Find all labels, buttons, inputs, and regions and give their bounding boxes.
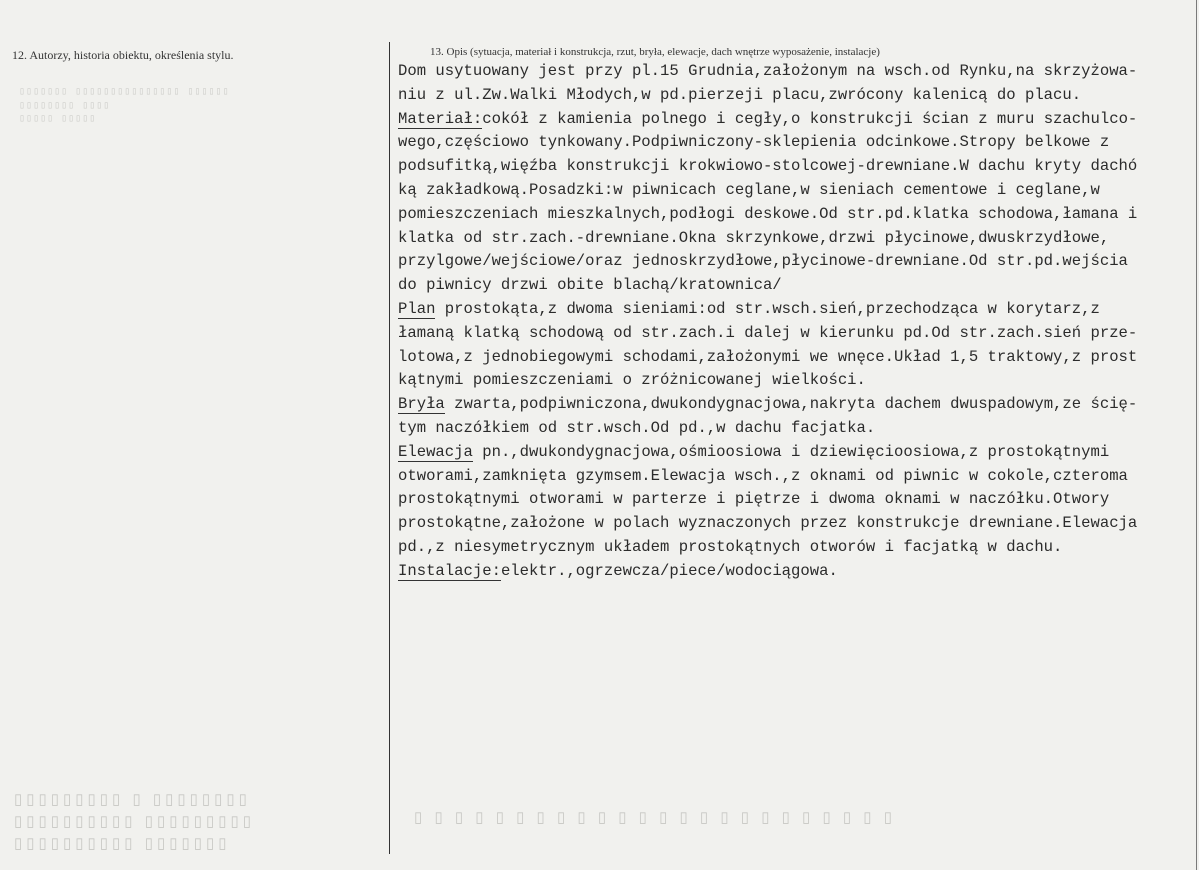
line-text: łamaną klatką schodową od str.zach.i dalej w kierunku pd.Od str.zach.sień prze- bbox=[398, 323, 1138, 342]
line-text: elektr.,ogrzewcza/piece/wodociągowa. bbox=[500, 561, 838, 580]
bleed-through-text: ▯▯▯▯▯▯▯▯ ▯ ▯▯▯▯▯▯▯▯▯ bbox=[10, 791, 247, 808]
field-12-heading: 12. Autorzy, historia obiektu, określenia stylu. bbox=[12, 48, 234, 62]
bleed-through-text: ▯▯▯▯▯▯ ▯▯▯▯▯▯▯▯▯▯▯▯▯▯▯ ▯▯▯▯▯▯▯ bbox=[18, 87, 229, 98]
line-text: klatka od str.zach.-drewniane.Okna skrzynkowe,drzwi płycinowe,dwuskrzydłowe, bbox=[398, 228, 1110, 247]
typed-line bbox=[398, 322, 1193, 346]
section-label: Materiał: bbox=[398, 109, 483, 128]
bleed-through-text: ▯▯▯▯▯ ▯▯▯▯▯ bbox=[18, 114, 96, 125]
line-text: lotowa,z jednobiegowymi schodami,założonymi we wnęce.Układ 1,5 traktowy,z prost bbox=[398, 347, 1138, 366]
typed-line bbox=[398, 369, 1193, 393]
line-text: niu z ul.Zw.Walki Młodych,w pd.pierzeji placu,zwrócony kalenicą do placu. bbox=[398, 85, 1082, 104]
typed-line bbox=[398, 179, 1193, 203]
typed-line bbox=[398, 536, 1193, 560]
line-text: pn.,dwukondygnacjowa,ośmioosiowa i dziewięcioosiowa,z prostokątnymi bbox=[472, 442, 1110, 461]
line-text: wego,częściowo tynkowany.Podpiwniczony-sklepienia odcinkowe.Stropy belkowe z bbox=[398, 133, 1110, 152]
line-text: prostokątne,założone w polach wyznaczonych przez konstrukcje drewniane.Elewacja bbox=[398, 514, 1138, 533]
line-text: tym naczółkiem od str.wsch.Od pd.,w dachu facjatka. bbox=[398, 418, 876, 437]
typed-line bbox=[398, 60, 1193, 84]
line-text: pd.,z niesymetrycznym układem prostokątnych otworów i facjatką w dachu. bbox=[398, 537, 1063, 556]
line-text: prostokątnymi otworami w parterze i piętrze i dwoma oknami w naczółku.Otwory bbox=[398, 490, 1110, 509]
line-text: Dom usytuowany jest przy pl.15 Grudnia,założonym na wsch.od Rynku,na skrzyżowa- bbox=[398, 62, 1138, 80]
bleed-through-text: ▯▯▯▯▯▯▯ ▯▯▯▯▯▯▯▯▯▯ bbox=[10, 835, 227, 852]
typed-line bbox=[398, 488, 1193, 512]
typed-line bbox=[398, 441, 1193, 465]
field-13-heading: 13. Opis (sytuacja, materiał i konstrukcja, rzut, bryła, elewacje, dach wnętrze wyposażenie, instalacje) bbox=[430, 46, 880, 58]
typed-line bbox=[398, 84, 1193, 108]
typed-line bbox=[398, 417, 1193, 441]
typed-line bbox=[398, 227, 1193, 251]
line-text: pomieszczeniach mieszkalnych,podłogi deskowe.Od str.pd.klatka schodowa,łamana i bbox=[398, 204, 1138, 223]
typed-line bbox=[398, 346, 1193, 370]
section-label: Instalacje: bbox=[398, 561, 501, 580]
section-label: Bryła bbox=[398, 395, 445, 414]
typed-line bbox=[398, 274, 1193, 298]
typed-line bbox=[398, 465, 1193, 489]
typed-line bbox=[398, 298, 1193, 322]
typed-line bbox=[398, 393, 1193, 417]
column-divider bbox=[389, 42, 390, 854]
bleed-through-text: ▯▯▯▯ ▯▯▯▯▯▯▯▯ bbox=[18, 101, 110, 112]
bleed-through-text: ▯ ▯ ▯ ▯ ▯ ▯ ▯ ▯ ▯ ▯ ▯ ▯ ▯ ▯ ▯ ▯ ▯ ▯ ▯ ▯ ▯ ▯ ▯ ▯ bbox=[410, 809, 892, 826]
bleed-through-text: ▯▯▯▯▯▯▯▯▯ ▯▯▯▯▯▯▯▯▯▯ bbox=[10, 813, 252, 830]
page-edge bbox=[1196, 0, 1197, 870]
typed-line bbox=[398, 512, 1193, 536]
line-text: kątnymi pomieszczeniami o zróżnicowanej wielkości. bbox=[398, 371, 866, 390]
typed-line bbox=[398, 155, 1193, 179]
section-label: Plan bbox=[398, 299, 436, 318]
typed-line bbox=[398, 250, 1193, 274]
line-text: podsufitką,więźba konstrukcji krokwiowo-stolcowej-drewniane.W dachu kryty dachó bbox=[398, 157, 1138, 176]
typed-line bbox=[398, 108, 1193, 132]
section-label: Elewacja bbox=[398, 442, 473, 461]
line-text: zwarta,podpiwniczona,dwukondygnacjowa,nakryta dachem dwuspadowym,ze ścię- bbox=[444, 395, 1138, 414]
typed-line bbox=[398, 131, 1193, 155]
line-text: prostokąta,z dwoma sieniami:od str.wsch.sień,przechodząca w korytarz,z bbox=[435, 299, 1100, 318]
typed-line bbox=[398, 203, 1193, 227]
line-text: ką zakładkową.Posadzki:w piwnicach ceglane,w sieniach cementowe i ceglane,w bbox=[398, 180, 1100, 199]
line-text: przylgowe/wejściowe/oraz jednoskrzydłowe,płycinowe-drewniane.Od str.pd.wejścia bbox=[398, 252, 1128, 271]
line-text: cokół z kamienia polnego i cegły,o konstrukcji ścian z muru szachulco- bbox=[482, 109, 1138, 128]
typed-description bbox=[398, 60, 1193, 584]
line-text: do piwnicy drzwi obite blachą/kratownica/ bbox=[398, 276, 782, 295]
typed-line bbox=[398, 560, 1193, 584]
line-text: otworami,zamknięta gzymsem.Elewacja wsch.,z oknami od piwnic w cokole,czteroma bbox=[398, 466, 1128, 485]
